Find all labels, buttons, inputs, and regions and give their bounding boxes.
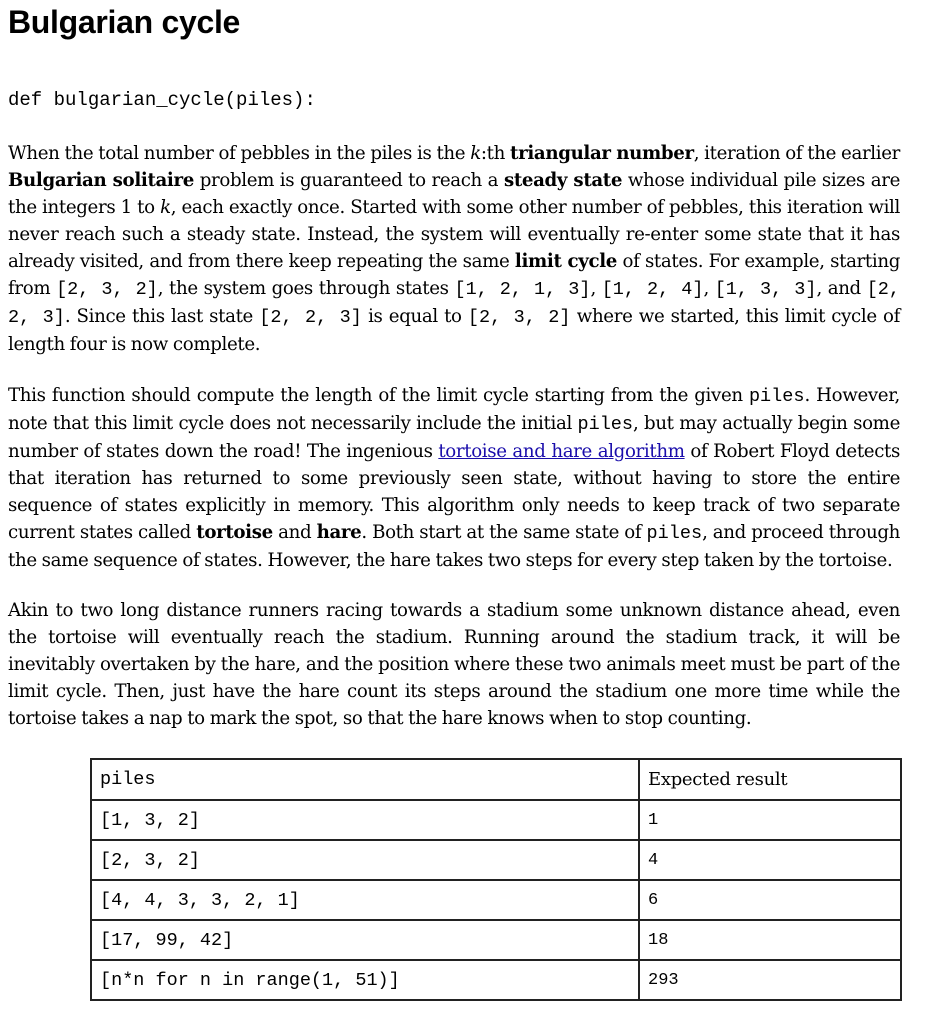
term-triangular-number: triangular number	[510, 143, 694, 164]
cell-piles: [2, 3, 2]	[91, 840, 639, 880]
term-bulgarian-solitaire: Bulgarian solitaire	[8, 170, 194, 191]
cell-piles: [1, 3, 2]	[91, 800, 639, 840]
cell-expected: 18	[639, 920, 901, 960]
expected-results-table	[90, 758, 902, 1001]
cell-expected: 1	[639, 800, 901, 840]
paragraph-analogy: Akin to two long distance runners racing towards a stadium some unknown distance ahead, even the tortoise will eventually reach the stadium. Running around the stadium track, it will be inevitably overtaken by the hare, and the position where these two animals meet must be part of the limit cycle. Then, just have the hare count its steps around the stadium one more time while the tortoise takes a nap to mark the spot, so that the hare knows when to stop counting.	[8, 600, 900, 729]
table-row	[91, 960, 901, 1000]
code-state: [1, 3, 3]	[714, 279, 817, 300]
term-hare: hare	[316, 522, 362, 543]
cell-expected: 4	[639, 840, 901, 880]
cell-expected: 6	[639, 880, 901, 920]
code-piles: piles	[646, 523, 703, 544]
code-piles: piles	[577, 414, 634, 435]
term-limit-cycle: limit cycle	[514, 251, 617, 272]
tortoise-hare-link[interactable]: tortoise and hare algorithm	[438, 441, 685, 462]
table-row	[91, 880, 901, 920]
header-expected-result: Expected result	[639, 759, 901, 800]
k-variable: k	[470, 143, 481, 164]
cell-expected: 293	[639, 960, 901, 1000]
code-state: [2, 2, 3]	[8, 279, 900, 328]
function-signature: def bulgarian_cycle(piles):	[8, 89, 316, 111]
code-state: [2, 2, 3]	[259, 307, 362, 328]
code-state: [1, 2, 1, 3]	[454, 279, 591, 300]
cell-piles: [n*n for n in range(1, 51)]	[91, 960, 639, 1000]
table-header-row	[91, 759, 901, 800]
code-state: [1, 2, 4]	[601, 279, 704, 300]
cell-piles: [17, 99, 42]	[91, 920, 639, 960]
header-piles: piles	[91, 759, 639, 800]
cell-piles: [4, 4, 3, 3, 2, 1]	[91, 880, 639, 920]
table-row	[91, 840, 901, 880]
paragraph-intro: When the total number of pebbles in the piles is the k:th triangular number, iteration of the earlier Bulgarian solitaire problem is guaranteed to reach a steady state whose individual pile sizes are the integers 1 to k, each exactly once. Started with some other number of pebbles, this iteration will never reach such a steady state. Instead, the system will eventually re-enter some state that it has already visited, and from there keep repeating the same limit cycle of states. For example, starting from [2, 3, 2], the system goes through states [1, 2, 1, 3], [1, 2, 4], [1, 3, 3], and [2, 2, 3]. Since this last state [2, 2, 3] is equal to [2, 3, 2] where we started, this limit cycle of length four is now complete.	[8, 143, 901, 355]
code-state: [2, 3, 2]	[467, 307, 571, 328]
code-piles: piles	[748, 386, 805, 407]
k-variable: k	[160, 197, 171, 218]
table-row	[91, 800, 901, 840]
paragraph-algorithm: This function should compute the length of the limit cycle starting from the given piles. However, note that this limit cycle does not necessarily include the initial piles, but may actually begin some number of states down the road! The ingenious tortoise and hare algorithm of Robert Floyd detects that iteration has returned to some previously seen state, without having to store the entire sequence of states explicitly in memory. This algorithm only needs to keep track of two separate current states called tortoise and hare. Both start at the same state of piles, and proceed through the same sequence of states. However, the hare takes two steps for every step taken by the tortoise.	[8, 385, 900, 571]
page-title: Bulgarian cycle	[8, 4, 241, 40]
term-tortoise: tortoise	[196, 522, 273, 543]
code-state: [2, 3, 2]	[56, 279, 158, 300]
term-steady-state: steady state	[503, 170, 623, 191]
table-row	[91, 920, 901, 960]
